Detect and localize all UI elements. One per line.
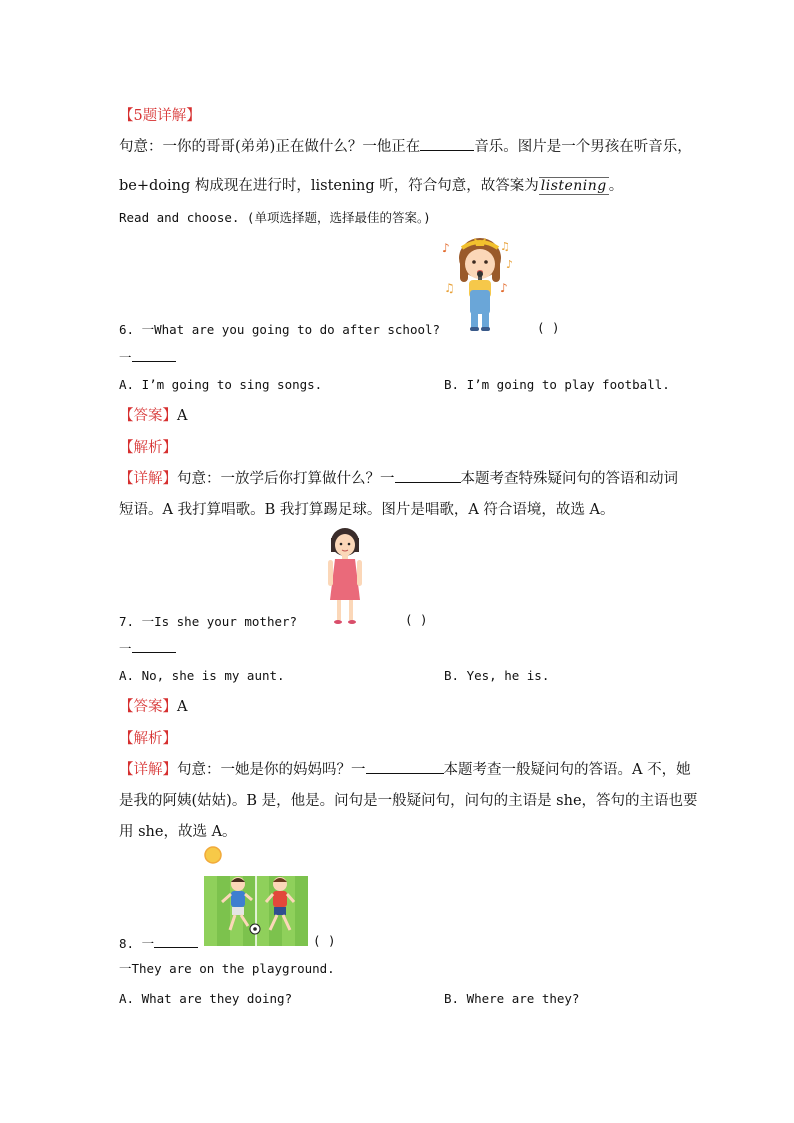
q6-option-b[interactable]: B. I’m going to play football. [444,377,670,392]
answer-tag: 【答案】 [119,408,177,424]
svg-text:♫: ♫ [444,281,455,295]
answer-blank [154,933,198,948]
q5-sentence-line-2 [119,174,623,195]
q6-answer-value: A [177,408,188,424]
q6-reply-line [119,347,176,366]
q7-detail-text-1a: 句意：一她是你的妈妈吗？一 [177,762,366,778]
answer-blank [420,136,474,151]
q7-answer-value: A [177,699,188,715]
q8-option-a[interactable]: A. What are they doing? [119,991,293,1006]
q5-line1-text-a: 句意：一你的哥哥(弟弟)正在做什么？一他正在 [119,139,421,155]
svg-text:♪: ♪ [500,281,508,295]
q5-detail-header: 【5题详解】 [119,108,201,124]
q5-line2-text-a: be+doing 构成现在进行时，listening 听，符合句意，故答案为 [119,178,539,194]
sun-icon [203,845,223,865]
q7-analysis-tag: 【解析】 [119,731,177,747]
q5-sentence-line-1 [119,135,692,156]
q8-question-line [119,933,198,952]
handwritten-answer: listening [540,178,607,194]
q8-answer-paren: ( ) [313,933,336,948]
q7-reply-line [119,638,176,657]
section-instruction: Read and choose. (单项选择题，选择最佳的答案。) [119,210,431,225]
q6-detail-text-1a: 句意：一放学后你打算做什么？一 [177,471,395,487]
answer-blank [366,759,444,774]
woman-pink-dress-illustration [322,526,368,626]
q7-option-a[interactable]: A. No, she is my aunt. [119,668,285,683]
svg-text:♫: ♫ [500,240,510,253]
answer-tag: 【答案】 [119,699,177,715]
q6-question: 6. 一What are you going to do after school? [119,322,441,337]
q7-answer-paren: ( ) [405,612,428,627]
detail-tag: 【详解】 [119,762,177,778]
q6-detail-line-2: 短语。A 我打算唱歌。B 我打算踢足球。图片是唱歌，A 符合语境，故选 A。 [119,502,615,518]
boys-playing-football-illustration [204,876,308,946]
q7-detail-text-1b: 本题考查一般疑问句的答语。A 不，她 [443,762,691,778]
svg-text:♪: ♪ [442,241,450,255]
q7-detail-line-2: 是我的阿姨(姑姑)。B 是，他是。问句是一般疑问句，问句的主语是 she，答句的主语也要 [119,793,698,809]
answer-blank [395,468,461,483]
q8-reply: 一They are on the playground. [119,961,335,976]
q6-detail-text-1b: 本题考查特殊疑问句的答语和动词 [460,471,678,487]
answer-blank [132,347,176,362]
q8-question: 8. 一 [119,936,155,951]
girl-singing-illustration [440,228,520,334]
q6-option-a[interactable]: A. I’m going to sing songs. [119,377,323,392]
q8-option-b[interactable]: B. Where are they? [444,991,580,1006]
q7-question: 7. 一Is she your mother? [119,614,298,629]
q6-detail-line-1 [119,467,678,488]
q6-answer-line [119,404,187,425]
q7-detail-line-3: 用 she，故选 A。 [119,824,237,840]
q6-answer-paren: ( ) [537,320,560,335]
q5-line1-text-b: 音乐。图片是一个男孩在听音乐， [474,139,692,155]
detail-tag: 【详解】 [119,471,177,487]
q7-detail-line-1 [119,758,691,779]
q6-analysis-tag: 【解析】 [119,440,177,456]
q6-reply-dash: 一 [119,350,132,365]
q7-option-b[interactable]: B. Yes, he is. [444,668,550,683]
answer-blank [132,638,176,653]
svg-text:♪: ♪ [506,258,514,271]
q7-answer-line [119,695,187,716]
q7-reply-dash: 一 [119,641,132,656]
q5-line2-text-b: 。 [608,178,624,194]
